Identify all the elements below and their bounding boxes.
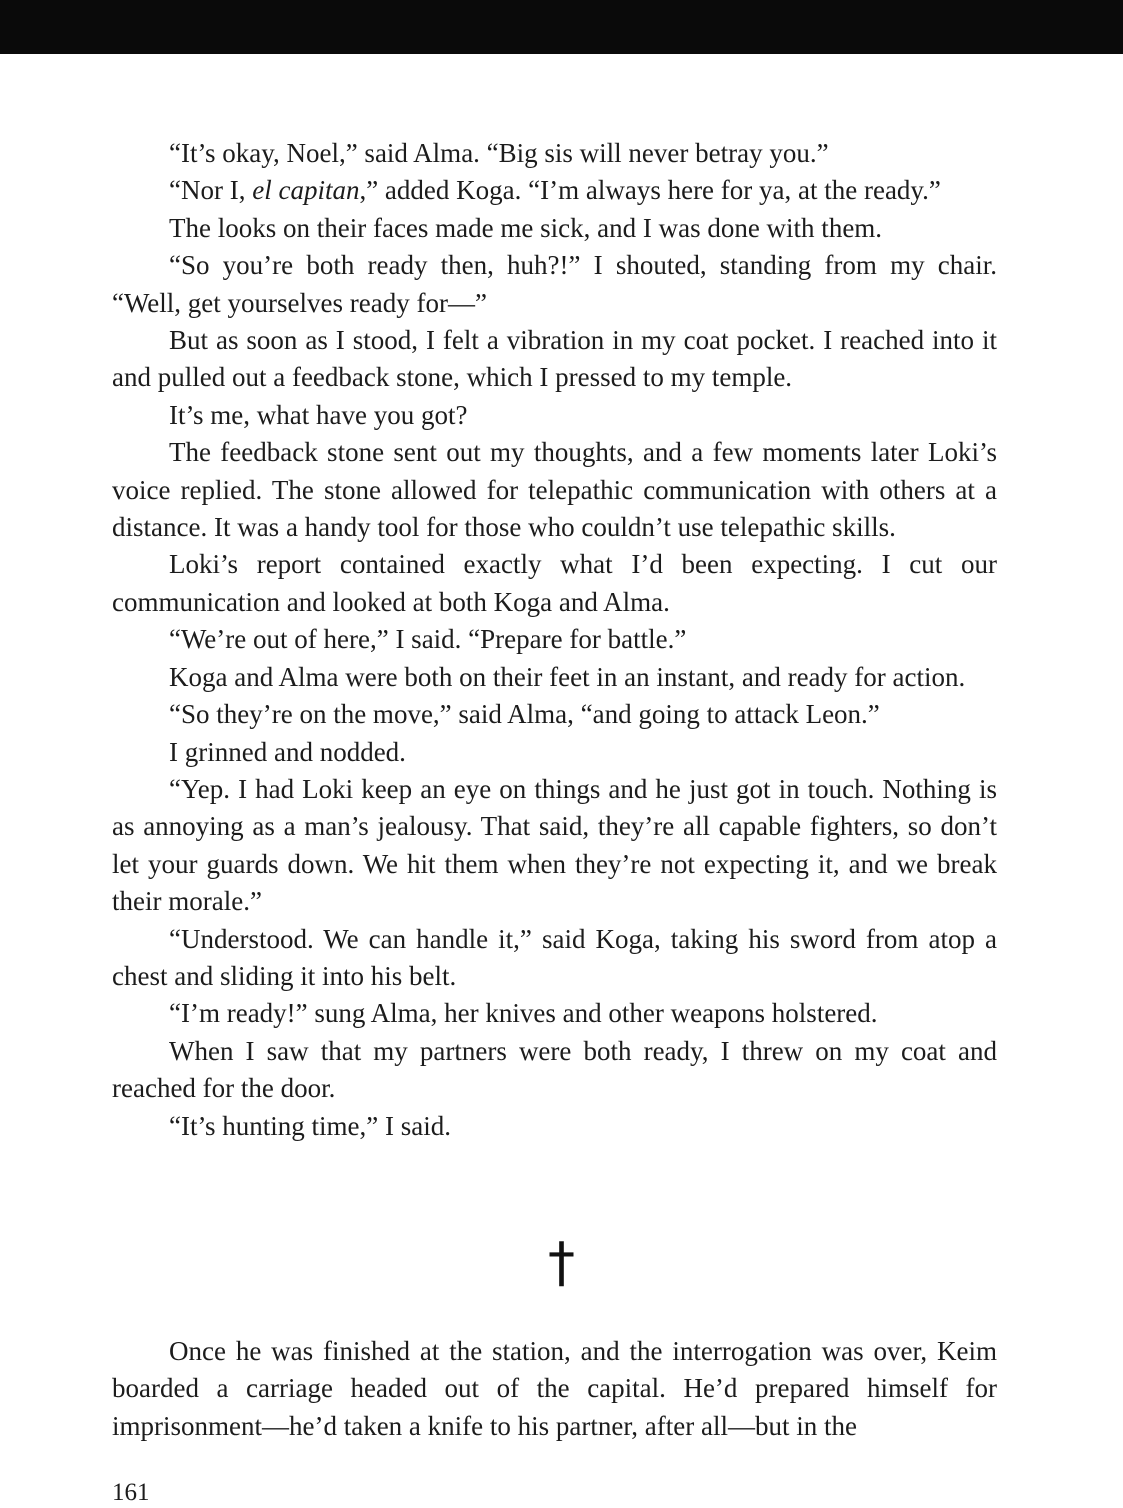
paragraph: When I saw that my partners were both ready, I threw on my coat and reached for the door. bbox=[112, 1035, 997, 1104]
paragraph: “Yep. I had Loki keep an eye on things and he just got in touch. Nothing is as annoying as a man’s jealousy. That said, they’re all capable fighters, so don’t let your guards down. We hit them when they’re not expecting it, and we break their morale.” bbox=[112, 773, 997, 917]
paragraph: “It’s hunting time,” I said. bbox=[169, 1110, 451, 1141]
paragraph: Once he was finished at the station, and the interrogation was over, Keim boarded a carriage headed out of the capital. He’d prepared himself for imprisonment—he’d taken a knife to his partner, after all—but in the bbox=[112, 1336, 997, 1441]
paragraph: “I’m ready!” sung Alma, her knives and other weapons holstered. bbox=[169, 998, 878, 1029]
koga-line-italic: el capitan bbox=[252, 175, 360, 206]
paragraph: The looks on their faces made me sick, and I was done with them. bbox=[169, 212, 883, 243]
paragraph: Koga and Alma were both on their feet in an instant, and ready for action. bbox=[169, 661, 966, 692]
paragraph: “We’re out of here,” I said. “Prepare for battle.” bbox=[169, 624, 687, 655]
paragraph: It’s me, what have you got? bbox=[169, 399, 468, 430]
page-number: 161 bbox=[112, 1479, 150, 1506]
top-black-bar bbox=[0, 0, 1123, 54]
paragraph: I grinned and nodded. bbox=[169, 736, 406, 767]
koga-line-after: ,” added Koga. “I’m always here for ya, at the ready.” bbox=[359, 175, 941, 206]
koga-line-before: “Nor I, bbox=[169, 175, 253, 206]
paragraph: “So they’re on the move,” said Alma, “and going to attack Leon.” bbox=[169, 699, 880, 730]
paragraph: “It’s okay, Noel,” said Alma. “Big sis will never betray you.” bbox=[169, 138, 829, 168]
paragraph: Loki’s report contained exactly what I’d been expecting. I cut our communication and looked at both Koga and Alma. bbox=[112, 549, 997, 617]
paragraph: “So you’re both ready then, huh?!” I shouted, standing from my chair. “Well, get yourselves ready for—” bbox=[112, 250, 997, 318]
page-body-text-section-2 bbox=[112, 1333, 997, 1445]
paragraph: The feedback stone sent out my thoughts, and a few moments later Loki’s voice replied. The stone allowed for telepathic communication with others at a distance. It was a handy tool for those who couldn’t use telepathic skills. bbox=[112, 437, 997, 543]
page-body-text bbox=[112, 135, 997, 1145]
paragraph-koga bbox=[112, 172, 997, 209]
paragraph: But as soon as I stood, I felt a vibration in my coat pocket. I reached into it and pulled out a feedback stone, which I pressed to my temple. bbox=[112, 325, 997, 393]
paragraph: “Understood. We can handle it,” said Koga, taking his sword from atop a chest and sliding it into his belt. bbox=[112, 923, 997, 991]
dagger-separator-icon: † bbox=[548, 1231, 575, 1294]
